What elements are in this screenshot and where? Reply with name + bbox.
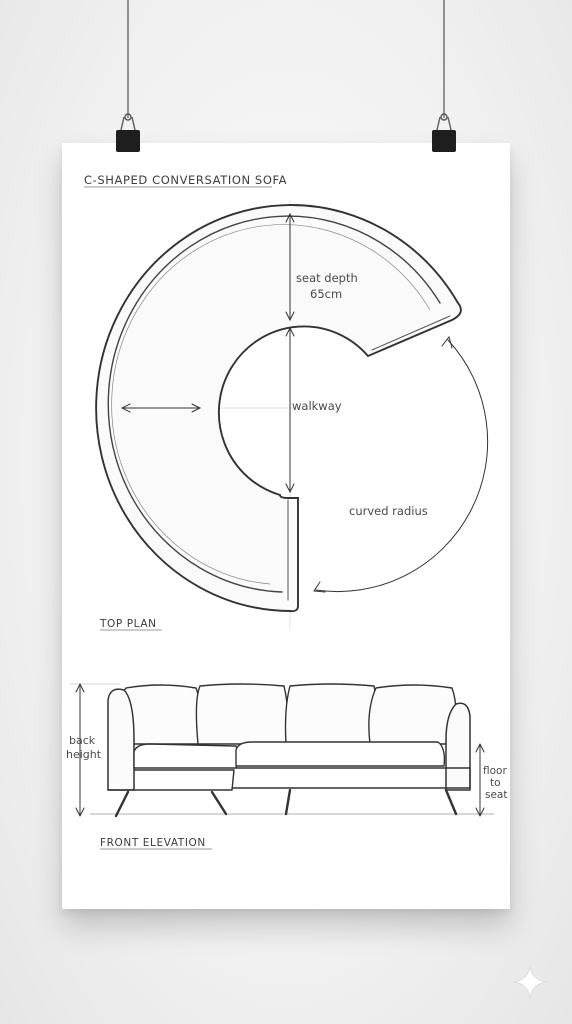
base-right — [232, 768, 470, 788]
right-arm — [446, 703, 470, 790]
walkway-label: walkway — [292, 399, 342, 413]
left-arm — [108, 689, 134, 790]
curved-radius-arc — [316, 340, 488, 592]
back-cushion-3 — [286, 684, 377, 744]
sparkle-icon — [514, 966, 546, 998]
seat-cushion-right — [236, 742, 444, 766]
top-plan-caption: TOP PLAN — [100, 618, 157, 630]
right-clip — [432, 114, 456, 152]
floor-to-seat-label-1: floor — [483, 765, 507, 777]
floor-to-seat-label-2: to — [490, 777, 501, 789]
seat-depth-label-2: 65cm — [310, 287, 343, 301]
seat-cushion-left — [134, 744, 238, 768]
back-height-label-1: back — [69, 734, 96, 747]
hanging-strings — [128, 0, 444, 118]
left-clip — [116, 114, 140, 152]
leg-1 — [116, 792, 128, 816]
front-elevation-caption: FRONT ELEVATION — [100, 837, 206, 849]
curved-radius-label: curved radius — [349, 504, 428, 518]
back-height-label-2: height — [66, 748, 102, 761]
leg-3 — [286, 790, 290, 814]
front-elevation-drawing — [70, 684, 494, 816]
back-cushion-4 — [369, 685, 456, 744]
leg-4 — [446, 790, 456, 814]
poster-title: C-SHAPED CONVERSATION SOFA — [84, 173, 288, 187]
top-plan-drawing — [96, 200, 488, 630]
leg-2 — [212, 792, 226, 814]
back-cushion-2 — [196, 684, 287, 744]
floor-to-seat-label-3: seat — [485, 789, 508, 801]
seat-depth-label-1: seat depth — [296, 271, 358, 285]
